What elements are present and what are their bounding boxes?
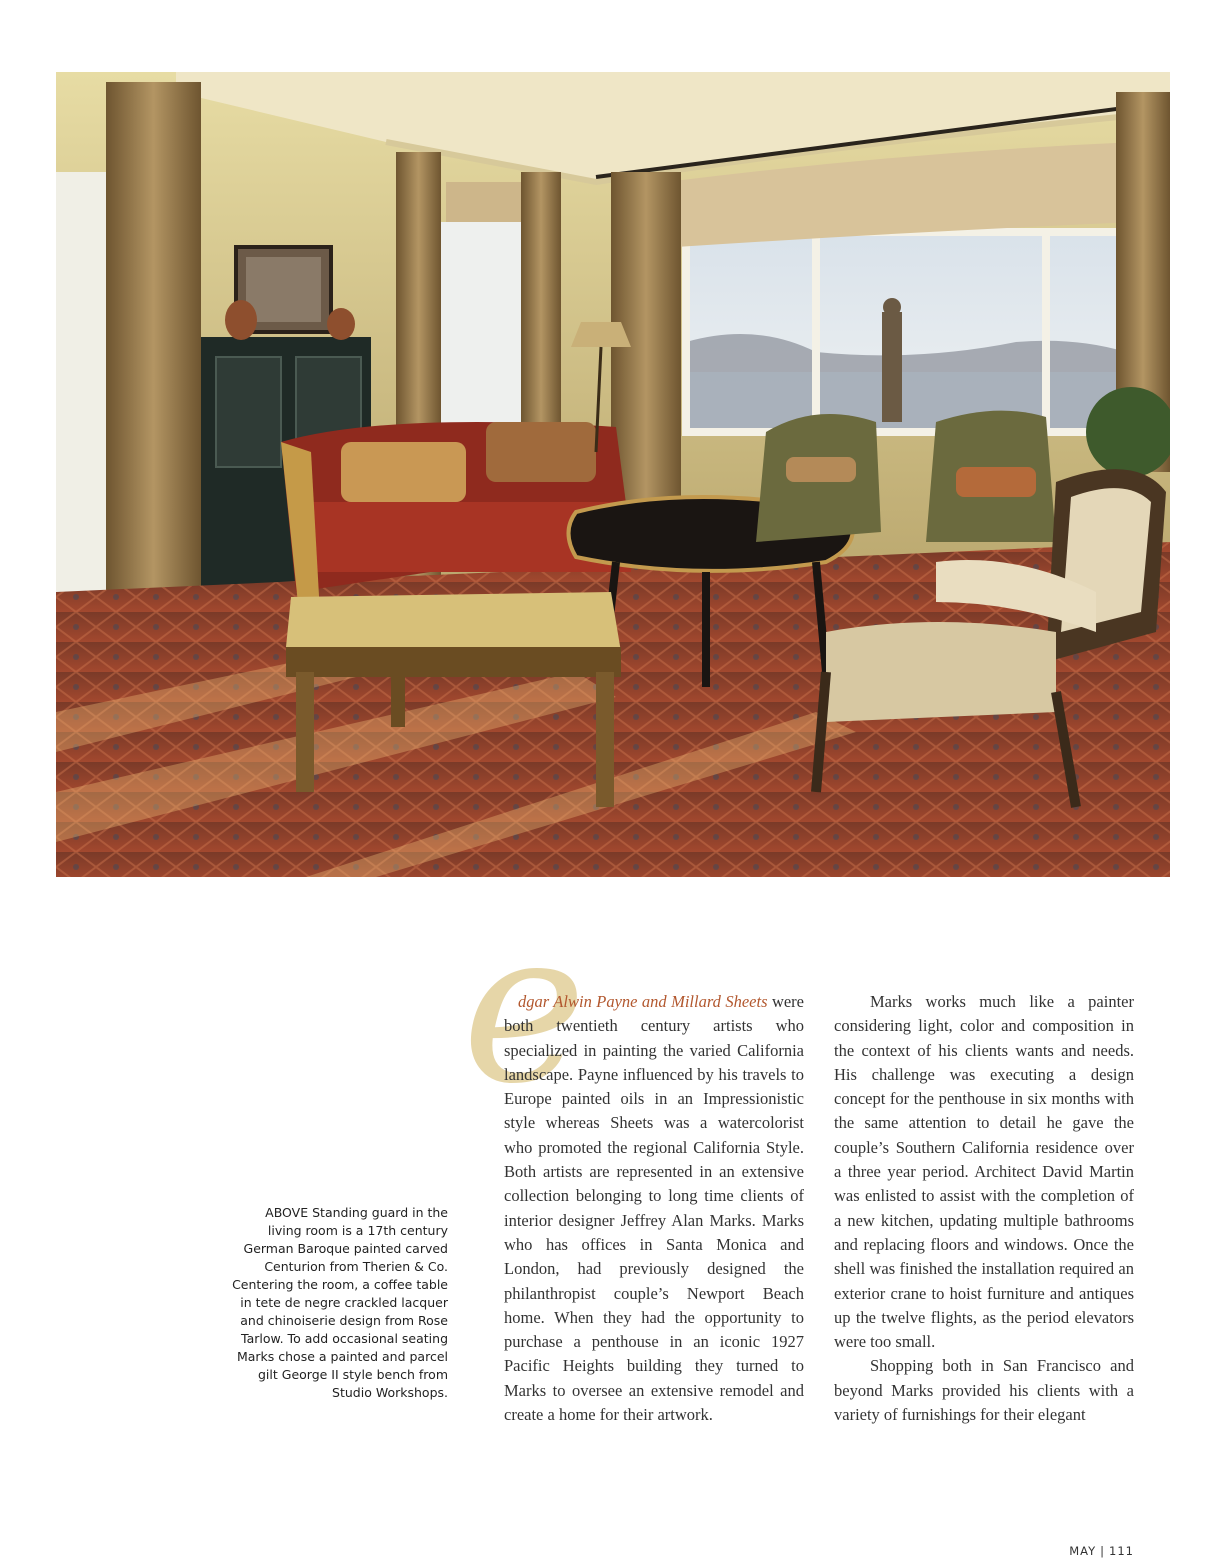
living-room-photo xyxy=(56,72,1170,877)
article-paragraph: Shopping both in San Francisco and beyond Marks provided his clients with a variety of furnishings for their elegant xyxy=(834,1356,1134,1425)
drop-cap: e xyxy=(462,885,587,1130)
article-column-1 xyxy=(504,990,804,1427)
article-paragraph: Marks works much like a painter considering light, color and composition in the context of his clients wants and needs. His challenge was executing a design concept for the penthouse in six months with the same attention to detail he gave the couple’s Southern California residence over a three year period. Architect David Martin was enlisted to assist with the completion of a new kitchen, updating multiple bathrooms and replacing floors and windows. Once the shell was finished the installation required an exterior crane to hoist furniture and antiques up the twelve flights, as the period elevators were too small. xyxy=(834,992,1134,1352)
folio-month: MAY xyxy=(1069,1544,1097,1558)
article-paragraph xyxy=(504,990,804,1427)
lead-in: dgar Alwin Payne and Millard Sheets xyxy=(518,992,768,1011)
page-folio xyxy=(1069,1544,1134,1558)
page-number: 111 xyxy=(1109,1544,1134,1558)
caption-text: Standing guard in the living room is a 17th century German Baroque painted carved Centurion from Therien & Co. Centering the room, a coffee table in tete de negre crackled lacquer and chinoiserie design from Rose Tarlow. To add occasional seating Marks chose a painted and parcel gilt George II style bench from Studio Workshops. xyxy=(232,1205,448,1400)
caption-label: ABOVE xyxy=(265,1205,309,1220)
folio-separator: | xyxy=(1100,1544,1106,1558)
paragraph-body: were both twentieth century artists who specialized in painting the varied California landscape. Payne influenced by his travels to Europe painted oils in an Impressionistic style whereas Sheets was a watercolorist who promoted the regional California Style. Both artists are represented in an extensive collection belonging to long time clients of interior designer Jeffrey Alan Marks. Marks who has offices in Santa Monica and London, had previously designed the philanthropist couple’s Newport Beach home. When they had the opportunity to purchase a penthouse in an iconic 1927 Pacific Heights building they turned to Marks to oversee an extensive remodel and create a home for their artwork. xyxy=(504,992,804,1425)
photo-caption xyxy=(228,1204,448,1402)
article-column-2 xyxy=(834,990,1134,1427)
